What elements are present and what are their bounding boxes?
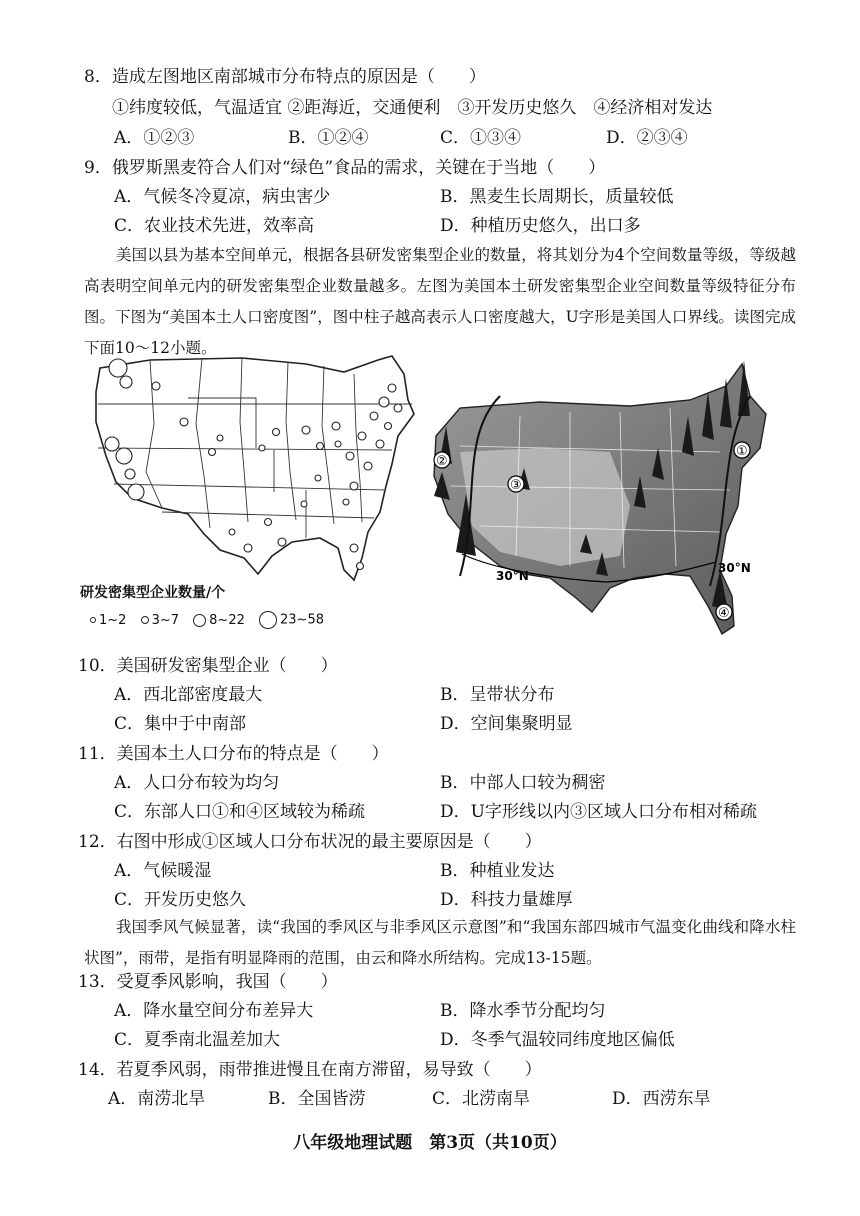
q10-stem: 10．美国研发密集型企业（ ） <box>78 656 338 676</box>
intro-paragraph-us: 美国以县为基本空间单元，根据各县研发密集型企业的数量，将其划分为4个空间数量等级，等级越高表明空间单元内的研发密集型企业数量越多。左图为美国本土研发密集型企业空间数量等级特征分布图。下图为“美国本土人口密度图”，图中柱子越高表示人口密度越大，U字形是美国人口界线。读图完成下面10～12小题。 <box>84 246 796 357</box>
q11-option-a[interactable]: A．人口分布较为均匀 <box>114 773 280 793</box>
legend-circle-s-icon <box>141 616 149 624</box>
legend-circle-xs-icon <box>90 617 96 623</box>
q11-stem: 11．美国本土人口分布的特点是（ ） <box>78 744 389 764</box>
q8-stem: 8．造成左图地区南部城市分布特点的原因是（ ） <box>84 67 486 87</box>
q11-option-c[interactable]: C．东部人口①和④区域较为稀疏 <box>114 802 366 822</box>
q8-option-d[interactable]: D．②③④ <box>606 128 688 148</box>
q14-option-b[interactable]: B．全国皆涝 <box>268 1089 366 1109</box>
q9-option-c[interactable]: C．农业技术先进，效率高 <box>114 216 315 236</box>
q14-option-c[interactable]: C．北涝南旱 <box>432 1089 531 1109</box>
q11-option-d[interactable]: D．U字形线以内③区域人口分布相对稀疏 <box>440 802 757 822</box>
page-footer: 八年级地理试题 第3页（共10页） <box>293 1133 567 1153</box>
lat-label-right: 30°N <box>718 561 751 575</box>
q8-option-b[interactable]: B．①②④ <box>288 128 369 148</box>
q11-option-b[interactable]: B．中部人口较为稠密 <box>440 773 606 793</box>
marker-4: ④ <box>718 606 730 621</box>
q10-option-d[interactable]: D．空间集聚明显 <box>440 714 573 734</box>
lat-label-left: 30°N <box>496 569 529 583</box>
q14-stem: 14．若夏季风弱，雨带推进慢且在南方滞留，易导致（ ） <box>78 1060 542 1080</box>
legend-circle-m-icon <box>193 614 206 627</box>
q9-stem: 9．俄罗斯黑麦符合人们对“绿色”食品的需求，关键在于当地（ ） <box>84 158 606 178</box>
q14-option-d[interactable]: D．西涝东旱 <box>612 1089 711 1109</box>
q10-option-a[interactable]: A．西北部密度最大 <box>114 685 263 705</box>
legend-item-3: 8~22 <box>209 612 245 628</box>
legend-item-1: 1~2 <box>99 612 127 628</box>
q12-option-d[interactable]: D．科技力量雄厚 <box>440 890 573 910</box>
q10-option-c[interactable]: C．集中于中南部 <box>114 714 247 734</box>
intro-paragraph-monsoon: 我国季风气候显著，读“我国的季风区与非季风区示意图”和“我国东部四城市气温变化曲线和降水柱状图”，雨带，是指有明显降雨的范围，由云和降水所结构。完成13-15题。 <box>84 918 796 967</box>
q13-option-c[interactable]: C．夏季南北温差加大 <box>114 1030 281 1050</box>
q12-stem: 12．右图中形成①区域人口分布状况的最主要原因是（ ） <box>78 832 542 852</box>
q12-option-a[interactable]: A．气候暖湿 <box>114 861 212 881</box>
q12-option-b[interactable]: B．种植业发达 <box>440 861 555 881</box>
marker-1: ① <box>736 444 748 459</box>
q12-option-c[interactable]: C．开发历史悠久 <box>114 890 247 910</box>
marker-3: ③ <box>510 478 522 493</box>
legend-item-2: 3~7 <box>151 612 180 628</box>
legend-item-4: 23~58 <box>280 612 324 628</box>
q10-option-b[interactable]: B．呈带状分布 <box>440 685 555 705</box>
legend-title: 研发密集型企业数量/个 <box>80 585 226 601</box>
q13-option-d[interactable]: D．冬季气温较同纬度地区偏低 <box>440 1030 675 1050</box>
q14-option-a[interactable]: A．南涝北旱 <box>108 1089 206 1109</box>
q9-option-a[interactable]: A．气候冬冷夏凉，病虫害少 <box>114 187 331 207</box>
map-legend <box>90 611 334 629</box>
q8-option-a[interactable]: A．①②③ <box>114 128 195 148</box>
q8-conditions: ①纬度较低，气温适宜 ②距海近，交通便利 ③开发历史悠久 ④经济相对发达 <box>112 98 713 118</box>
q8-option-c[interactable]: C．①③④ <box>440 128 522 148</box>
us-population-density-map <box>420 356 780 644</box>
marker-2: ② <box>436 454 448 469</box>
legend-circle-l-icon <box>259 611 277 629</box>
q9-option-b[interactable]: B．黑麦生长周期长，质量较低 <box>440 187 674 207</box>
q13-option-b[interactable]: B．降水季节分配均匀 <box>440 1001 606 1021</box>
us-rd-firms-map <box>92 352 422 584</box>
q13-stem: 13．受夏季风影响，我国（ ） <box>78 972 338 992</box>
q13-option-a[interactable]: A．降水量空间分布差异大 <box>114 1001 314 1021</box>
q9-option-d[interactable]: D．种植历史悠久，出口多 <box>440 216 641 236</box>
